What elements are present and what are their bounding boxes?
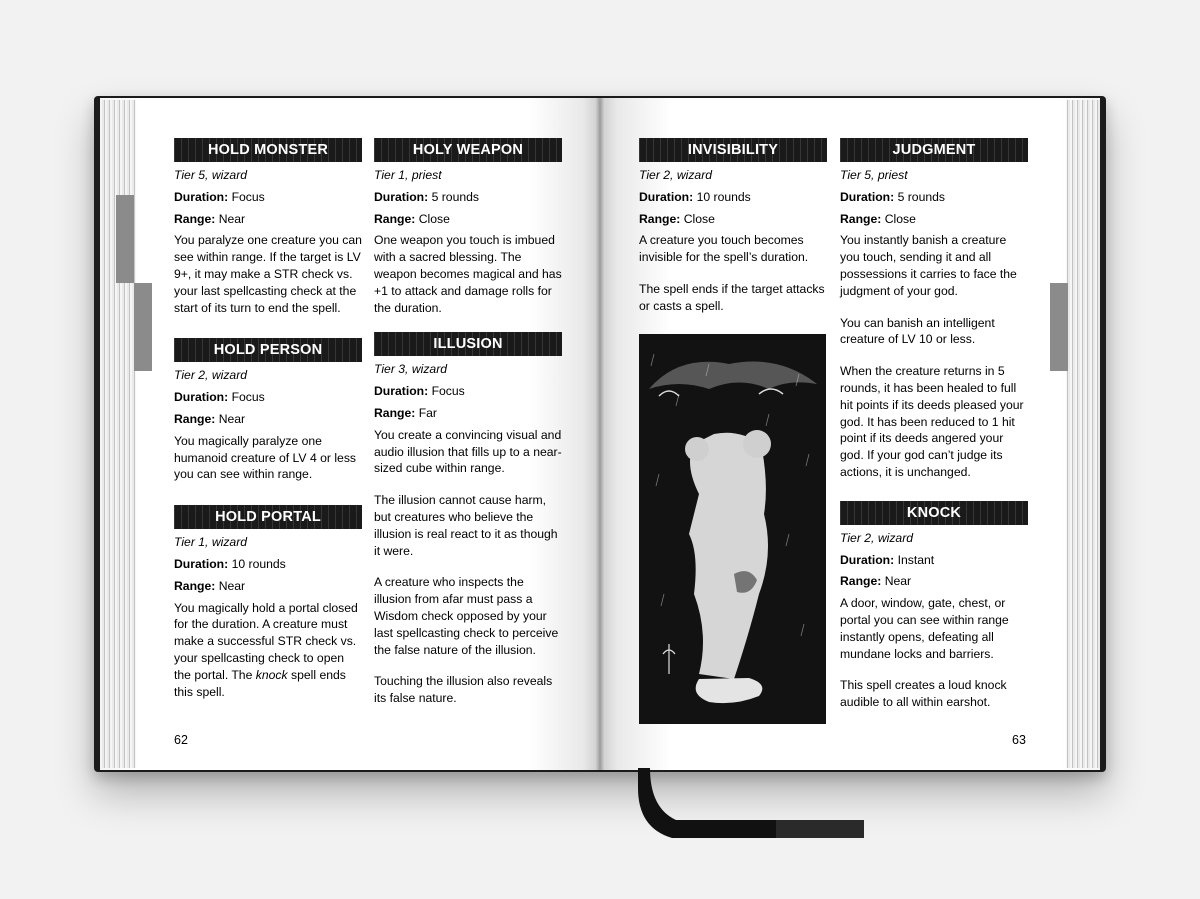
- spell-hold-monster: [174, 138, 362, 316]
- spell-title: INVISIBILITY: [639, 138, 827, 162]
- spell-description: This spell creates a loud knock audible to all within earshot.: [840, 678, 1007, 710]
- range-label: Range:: [174, 578, 216, 593]
- range-label: Range:: [639, 211, 681, 226]
- spell-description: You instantly banish a creature you touch, sending it and all possessions it carries to face the judgment of your god.: [840, 233, 1017, 298]
- range-label: Range:: [174, 411, 216, 426]
- range-value: Close: [683, 211, 715, 226]
- ribbon-bookmark: [636, 768, 868, 840]
- spell-title: KNOCK: [840, 501, 1028, 525]
- range-value: Near: [884, 574, 912, 589]
- range-value: Near: [218, 578, 246, 593]
- spell-tier: Tier 2, wizard: [840, 530, 914, 545]
- left-column-2: [374, 138, 562, 723]
- spell-illusion: [374, 332, 562, 707]
- spell-hold-portal: [174, 505, 362, 700]
- right-column-1: [639, 138, 827, 331]
- page-number-left: 62: [174, 733, 188, 747]
- duration-value: 5 rounds: [431, 189, 479, 204]
- duration-value: 10 rounds: [231, 556, 286, 571]
- description-text: spell ends this spell.: [174, 667, 346, 699]
- spell-description: One weapon you touch is imbued with a sacred blessing. The weapon becomes magical and has +1 to attack and damage rolls for the duration.: [374, 233, 562, 315]
- page-number-right: 63: [1012, 733, 1026, 747]
- spell-description: The spell ends if the target attacks or casts a spell.: [639, 281, 825, 313]
- spell-description: You can banish an intelligent creature of LV 10 or less.: [840, 315, 995, 347]
- book-gutter: [596, 98, 604, 770]
- duration-label: Duration:: [840, 552, 895, 567]
- spell-description: You paralyze one creature you can see within range. If the target is LV 9+, it may make a STR check vs. your last spellcasting check at the start of its turn to end the spell.: [174, 233, 362, 315]
- duration-value: Focus: [231, 189, 265, 204]
- range-value: Near: [218, 211, 246, 226]
- spell-description: A creature who inspects the illusion from afar must pass a Wisdom check opposed by your last spellcasting check to perceive the false nature of the illusion.: [374, 575, 559, 657]
- range-value: Close: [884, 211, 916, 226]
- spell-description: A door, window, gate, chest, or portal you can see within range instantly opens, defeating all mundane locks and barriers.: [840, 596, 1009, 661]
- range-value: Far: [418, 405, 437, 420]
- duration-label: Duration:: [374, 189, 429, 204]
- spell-title: HOLY WEAPON: [374, 138, 562, 162]
- invisibility-illustration: [639, 334, 826, 724]
- duration-label: Duration:: [639, 189, 694, 204]
- spell-tier: Tier 3, wizard: [374, 362, 448, 377]
- left-column-1: [174, 138, 362, 716]
- duration-value: 10 rounds: [696, 189, 751, 204]
- spell-description: Touching the illusion also reveals its false nature.: [374, 674, 553, 706]
- spell-title: JUDGMENT: [840, 138, 1028, 162]
- right-column-2: [840, 138, 1028, 727]
- spell-description: When the creature returns in 5 rounds, it has been healed to full hit points if its deeds pleased your god. It has been reduced to 1 hit point if its deeds angered your god. If your god can’t judge its actions, it is unchanged.: [840, 364, 1024, 479]
- spell-tier: Tier 2, wizard: [639, 168, 713, 182]
- spell-tier: Tier 5, wizard: [174, 168, 248, 182]
- duration-value: 5 rounds: [897, 189, 945, 204]
- spell-reference: knock: [255, 667, 288, 682]
- spell-judgment: [840, 138, 1028, 481]
- range-value: Close: [418, 211, 450, 226]
- duration-value: Focus: [231, 390, 265, 405]
- spell-tier: Tier 1, wizard: [174, 535, 248, 550]
- right-page-edge: [1066, 100, 1100, 768]
- range-value: Near: [218, 411, 246, 426]
- description-text: You magically hold a portal closed for the duration. A creature must make a successful STR check vs. your spellcasting check to open the portal. The: [174, 600, 358, 682]
- spell-knock: [840, 501, 1028, 711]
- spell-title: HOLD PERSON: [174, 338, 362, 362]
- page-tab-marker: [134, 283, 152, 371]
- spell-description: [174, 600, 362, 701]
- page-tab-marker: [1050, 283, 1068, 371]
- spell-description: A creature you touch becomes invisible for the spell’s duration.: [639, 233, 809, 265]
- spell-description: You create a convincing visual and audio illusion that fills up to a near-sized cube within range.: [374, 427, 562, 476]
- duration-value: Focus: [431, 384, 465, 399]
- invisible-creature-drawing: [639, 334, 826, 724]
- spell-title: ILLUSION: [374, 332, 562, 356]
- spell-description: The illusion cannot cause harm, but creatures who believe the illusion is real react to it as though it were.: [374, 493, 558, 558]
- spell-description: You magically paralyze one humanoid creature of LV 4 or less you can see within range.: [174, 433, 357, 482]
- spell-invisibility: [639, 138, 827, 315]
- duration-label: Duration:: [174, 390, 229, 405]
- spell-title: HOLD MONSTER: [174, 138, 362, 162]
- page-tab-marker: [116, 195, 134, 283]
- duration-label: Duration:: [840, 189, 895, 204]
- duration-label: Duration:: [174, 556, 229, 571]
- spell-tier: Tier 2, wizard: [174, 368, 248, 383]
- range-label: Range:: [840, 574, 882, 589]
- spell-hold-person: [174, 338, 362, 483]
- duration-label: Duration:: [174, 189, 229, 204]
- duration-value: Instant: [897, 552, 935, 567]
- spell-holy-weapon: [374, 138, 562, 316]
- range-label: Range:: [374, 405, 416, 420]
- spell-tier: Tier 1, priest: [374, 168, 442, 182]
- range-label: Range:: [840, 211, 882, 226]
- range-label: Range:: [374, 211, 416, 226]
- spell-tier: Tier 5, priest: [840, 168, 908, 182]
- spell-title: HOLD PORTAL: [174, 505, 362, 529]
- duration-label: Duration:: [374, 384, 429, 399]
- range-label: Range:: [174, 211, 216, 226]
